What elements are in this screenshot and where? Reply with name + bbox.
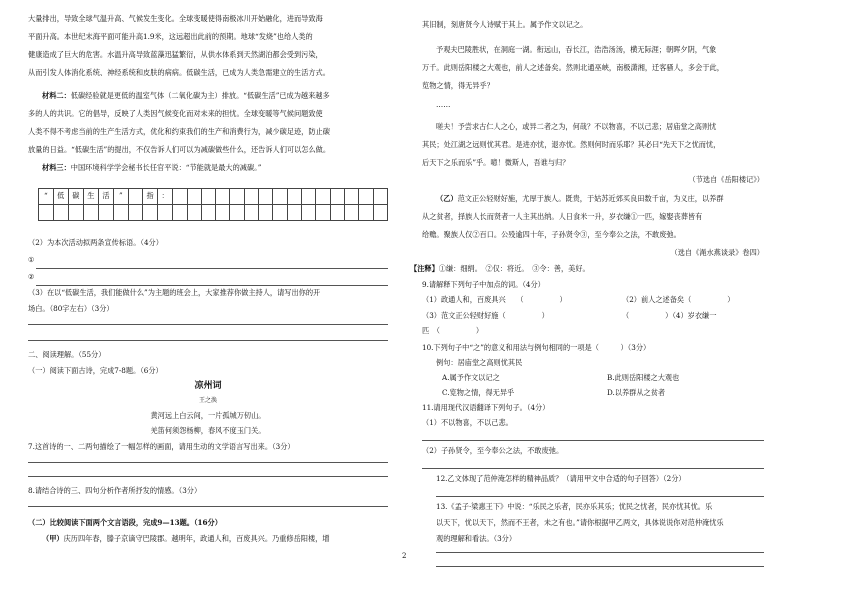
q3-answer-line-1[interactable] bbox=[28, 314, 388, 325]
grid-cell[interactable] bbox=[302, 205, 316, 221]
grid-cell[interactable] bbox=[373, 189, 387, 205]
grid-row bbox=[39, 205, 388, 221]
intro-line-1: 大量排出，导致全球气温升高、气候发生变化。全球变暖使得南极冰川开始融化，进而导致海 bbox=[28, 14, 323, 23]
grid-cell[interactable] bbox=[359, 205, 373, 221]
grid-cell[interactable] bbox=[244, 205, 258, 221]
grid-cell[interactable] bbox=[158, 205, 173, 221]
section2-heading: 二、阅读理解。（55分） bbox=[28, 350, 106, 359]
notes-line bbox=[410, 264, 590, 275]
q10-prompt: 10.下列句子中“之”的意义和用法与例句相同的一项是（ ）（3分） bbox=[422, 343, 651, 352]
q8-answer-line-1[interactable] bbox=[28, 496, 388, 507]
para2-line-1: 嗟夫！予尝求古仁人之心，或异二者之为，何哉？不以物喜，不以己悲；居庙堂之高则忧 bbox=[436, 122, 717, 131]
grid-cell[interactable] bbox=[173, 189, 187, 205]
grid-cell[interactable] bbox=[287, 189, 301, 205]
grid-cell[interactable] bbox=[259, 205, 273, 221]
grid-cell[interactable] bbox=[201, 189, 215, 205]
grid-cell[interactable] bbox=[53, 205, 68, 221]
sub2-instructions: （二）比较阅读下面两个文言语段，完成9—13题。（16分） bbox=[28, 518, 222, 527]
q11-prompt: 11.请用现代汉语翻译下列句子。（4分） bbox=[422, 403, 550, 412]
q9-item-2-text: （2）前人之述备矣（ bbox=[622, 295, 692, 304]
q11-answer-line-1[interactable] bbox=[422, 430, 764, 441]
q9-item-1-text: （1）政通人和，百废具兴 bbox=[422, 295, 506, 304]
note-label: 【注释】 bbox=[410, 264, 439, 273]
q9-prompt: 9.请解释下列句子中加点的词。（4分） bbox=[422, 280, 545, 289]
grid-cell[interactable] bbox=[316, 205, 330, 221]
q3-line-2: 场白。（80字左右）（3分） bbox=[28, 304, 114, 313]
q9-item-1: （1）政通人和，百废具兴 （ ） bbox=[422, 295, 567, 304]
grid-cell[interactable] bbox=[344, 189, 358, 205]
q9-item-2: （2）前人之述备矣（ ） bbox=[622, 295, 735, 304]
material2-line-1 bbox=[42, 91, 330, 102]
material3-line bbox=[42, 163, 261, 174]
q8-prompt: 8.请结合诗的三、四句分析作者所抒发的情感。（3分） bbox=[28, 486, 202, 495]
grid-cell[interactable] bbox=[373, 205, 387, 221]
jia-cont-line: 其旧制，刻唐贤今人诗赋于其上。属予作文以记之。 bbox=[422, 20, 588, 29]
q2-prompt: （2）为本次活动拟两条宣传标语。（4分） bbox=[28, 238, 163, 247]
grid-row bbox=[39, 189, 388, 205]
grid-cell[interactable] bbox=[273, 189, 287, 205]
grid-cell[interactable] bbox=[128, 189, 142, 205]
grid-cell[interactable] bbox=[244, 189, 258, 205]
grid-cell[interactable] bbox=[128, 205, 142, 221]
grid-cell[interactable] bbox=[230, 189, 244, 205]
source-1: （节选自《岳阳楼记》） bbox=[688, 175, 764, 184]
grid-cell[interactable] bbox=[330, 205, 344, 221]
q10-option-b[interactable]: B.此则岳阳楼之大观也 bbox=[607, 373, 680, 382]
q13-line-3: 观的理解和看法。（3分） bbox=[436, 534, 517, 543]
poem-instructions: （一）阅读下面古诗，完成7-8题。（6分） bbox=[28, 366, 163, 375]
poem-line-1: 黄河远上白云间，一片孤城万仞山。 bbox=[150, 411, 266, 420]
grid-cell[interactable] bbox=[187, 205, 201, 221]
intro-line-4: 从而引发人体消化系统、神经系统和皮肤的病病。低碳生活，已成为人类急需建立的生活方式。 bbox=[28, 68, 330, 77]
grid-cell[interactable]: 指 bbox=[143, 189, 158, 205]
answer-grid bbox=[38, 188, 388, 221]
material3-label: 材料三： bbox=[42, 163, 71, 172]
jia-text: 庆历四年春，滕子京谪守巴陵郡。越明年，政通人和，百废具兴。乃重修岳阳楼，增 bbox=[63, 534, 330, 543]
grid-cell[interactable] bbox=[230, 205, 244, 221]
grid-cell[interactable] bbox=[39, 205, 54, 221]
q7-answer-line-2[interactable] bbox=[28, 466, 388, 477]
q3-line-1: （3）在以“低碳生活，我们能做什么”为主题的班会上，大家推荐你做主持人，请写出你的开 bbox=[28, 288, 321, 297]
para1-line-2: 万千。此则岳阳楼之大观也，前人之述备矣。然则北通巫峡，南极潇湘，迁客骚人，多会于此， bbox=[422, 63, 724, 72]
para1-line-1: 予观夫巴陵胜状，在洞庭一湖。衔远山，吞长江，浩浩汤汤，横无际涯；朝晖夕阴，气象 bbox=[436, 45, 717, 54]
q10-option-c[interactable]: C.览物之情，得无异乎 bbox=[442, 388, 515, 397]
poem-title: 凉州词 bbox=[194, 381, 222, 391]
q10-option-d[interactable]: D.以养群从之贫者 bbox=[607, 388, 666, 397]
grid-cell[interactable]: 低 bbox=[53, 189, 68, 205]
q10-example: 例句：居庙堂之高则忧其民 bbox=[436, 358, 523, 367]
q2-blank-1-label: ① bbox=[28, 255, 35, 264]
q13-answer-line-1[interactable] bbox=[436, 542, 764, 553]
grid-cell[interactable] bbox=[173, 205, 187, 221]
q7-prompt: 7.这首诗的一、二两句描绘了一幅怎样的画面，请用生动的文学语言写出来。（3分） bbox=[28, 442, 295, 451]
grid-cell[interactable] bbox=[143, 205, 158, 221]
material2-text-1: 低碳经验就是更低的温室气体（二氧化碳为主）排放。“低碳生活”已成为越来越多 bbox=[70, 91, 330, 100]
grid-cell[interactable] bbox=[114, 205, 129, 221]
grid-cell[interactable] bbox=[259, 189, 273, 205]
material2-line-2: 多的人的共识。它的倡导，反映了人类因气候变化而对未来的担忧。全球变暖等气候问题致使 bbox=[28, 109, 323, 118]
intro-line-3: 健康造成了巨大的危害。水温升高导致蓝藻迅猛繁衍，从供水体系到天然湖泊都会受到污染， bbox=[28, 50, 323, 59]
yi-label: （乙） bbox=[436, 194, 458, 203]
para2-line-2: 其民；处江湖之远则忧其君。是进亦忧，退亦忧。然则何时而乐耶？其必曰“先天下之忧而忧， bbox=[422, 140, 721, 149]
q13-answer-line-2[interactable] bbox=[436, 556, 764, 567]
grid-cell[interactable]: “ bbox=[39, 189, 54, 205]
grid-cell[interactable]: 碳 bbox=[68, 189, 83, 205]
q2-blank-1-line[interactable] bbox=[36, 256, 388, 269]
q12-prompt: 12.乙文体现了范仲淹怎样的精神品质？（请用甲文中合适的句子回答）（2分） bbox=[436, 474, 686, 483]
yi-line-2: 从之贫者，择族人长而贤者一人主其出纳。人日食米一升，岁衣缣①一匹，嫁娶丧葬皆有 bbox=[422, 212, 703, 221]
yi-line-3: 给赡。聚族人仅②百口。公殁逾四十年，子孙贤令③，至今奉公之法，不敢废弛。 bbox=[422, 230, 681, 239]
q7-answer-line-1[interactable] bbox=[28, 452, 388, 463]
poem-author: 王之涣 bbox=[198, 397, 217, 404]
q9-item-4b: 匹 bbox=[422, 326, 430, 335]
q10-option-a[interactable]: A.属予作文以记之 bbox=[442, 373, 500, 382]
q9-item-4-cont: 匹 （ ） bbox=[422, 326, 484, 335]
grid-cell[interactable] bbox=[330, 189, 344, 205]
grid-cell[interactable] bbox=[187, 189, 201, 205]
yi-line-1 bbox=[436, 194, 724, 205]
grid-cell[interactable] bbox=[201, 205, 215, 221]
grid-cell[interactable] bbox=[344, 205, 358, 221]
q9-item-4-text: （4）岁衣缣一 bbox=[672, 311, 717, 320]
grid-cell[interactable] bbox=[83, 205, 98, 221]
q11-item-2: （2）子孙贤令，至今奉公之法，不敢废弛。 bbox=[422, 446, 564, 455]
grid-cell[interactable] bbox=[287, 205, 301, 221]
grid-cell[interactable] bbox=[216, 189, 230, 205]
intro-line-2: 平面升高。本世纪末海平面可能升高1.9米，这远超出此前的预期。地球“发烧”也给人类的 bbox=[28, 32, 313, 41]
q12-answer-line[interactable] bbox=[436, 486, 764, 497]
para1-line-3: 览物之情，得无异乎？ bbox=[422, 81, 494, 90]
grid-cell[interactable]: 生 bbox=[83, 189, 98, 205]
grid-cell[interactable] bbox=[68, 205, 83, 221]
material2-line-3: 人类不得不考虑当前的生产生活方式，优化和约束我们的生产和消费行为，减少碳足迹，防止碳 bbox=[28, 127, 330, 136]
q9-item-4: （ ）（4）岁衣缣一 bbox=[622, 311, 717, 320]
material2-label: 材料二： bbox=[42, 91, 71, 100]
page-number: 2 bbox=[402, 552, 407, 560]
q9-item-3-text: （3）范文正公轻财好施 bbox=[422, 311, 499, 320]
q3-answer-line-2[interactable] bbox=[28, 330, 388, 341]
para2-line-3: 后天下之乐而乐”乎。噫！微斯人，吾谁与归？ bbox=[422, 158, 570, 167]
note-text: ①缣：细绢。 ②仅：将近。 ③令：善，美好。 bbox=[438, 264, 590, 273]
source-2: （选自《渑水燕谈录》卷四） bbox=[670, 248, 764, 257]
grid-cell[interactable] bbox=[98, 205, 113, 221]
q13-line-1: 13.《孟子·梁惠王下》中说：“乐民之乐者，民亦乐其乐；忧民之忧者，民亦忧其忧。乐 bbox=[436, 502, 713, 511]
yi-text-1: 范文正公轻财好施，尤厚于族人。既贵，于姑苏近郊买良田数千亩，为义庄，以养群 bbox=[457, 194, 724, 203]
material3-text: 中国环境科学学会秘书长任官平说：“节能就是最大的减碳。” bbox=[70, 163, 262, 172]
grid-cell[interactable]: 活 bbox=[98, 189, 113, 205]
grid-cell[interactable] bbox=[302, 189, 316, 205]
grid-cell[interactable] bbox=[273, 205, 287, 221]
q2-blank-2-label: ② bbox=[28, 272, 35, 281]
grid-cell[interactable] bbox=[316, 189, 330, 205]
grid-cell[interactable]: ” bbox=[114, 189, 129, 205]
grid-cell[interactable] bbox=[359, 189, 373, 205]
ellipsis: …… bbox=[436, 100, 451, 109]
poem-line-2: 羌笛何须怨杨柳，春风不度玉门关。 bbox=[150, 426, 266, 435]
grid-cell[interactable] bbox=[216, 205, 230, 221]
jia-first-line bbox=[42, 534, 330, 545]
q9-item-3: （3）范文正公轻财好施（ ） bbox=[422, 311, 549, 320]
grid-cell[interactable]: ： bbox=[158, 189, 173, 205]
q13-line-2: 以天下，忧以天下，然而不王者，未之有也。”请你根据甲乙两文，具体说说你对范仲淹忧乐 bbox=[436, 518, 724, 527]
q11-item-1: （1）不以物喜，不以己悲。 bbox=[422, 418, 513, 427]
material2-line-4: 放量的日益。“低碳生活”的提出，不仅告诉人们可以为减碳做些什么，还告诉人们可以怎么做。 bbox=[28, 145, 331, 154]
jia-label: （甲） bbox=[42, 534, 64, 543]
q2-blank-2-line[interactable] bbox=[36, 273, 388, 286]
q11-answer-line-2[interactable] bbox=[422, 458, 764, 469]
